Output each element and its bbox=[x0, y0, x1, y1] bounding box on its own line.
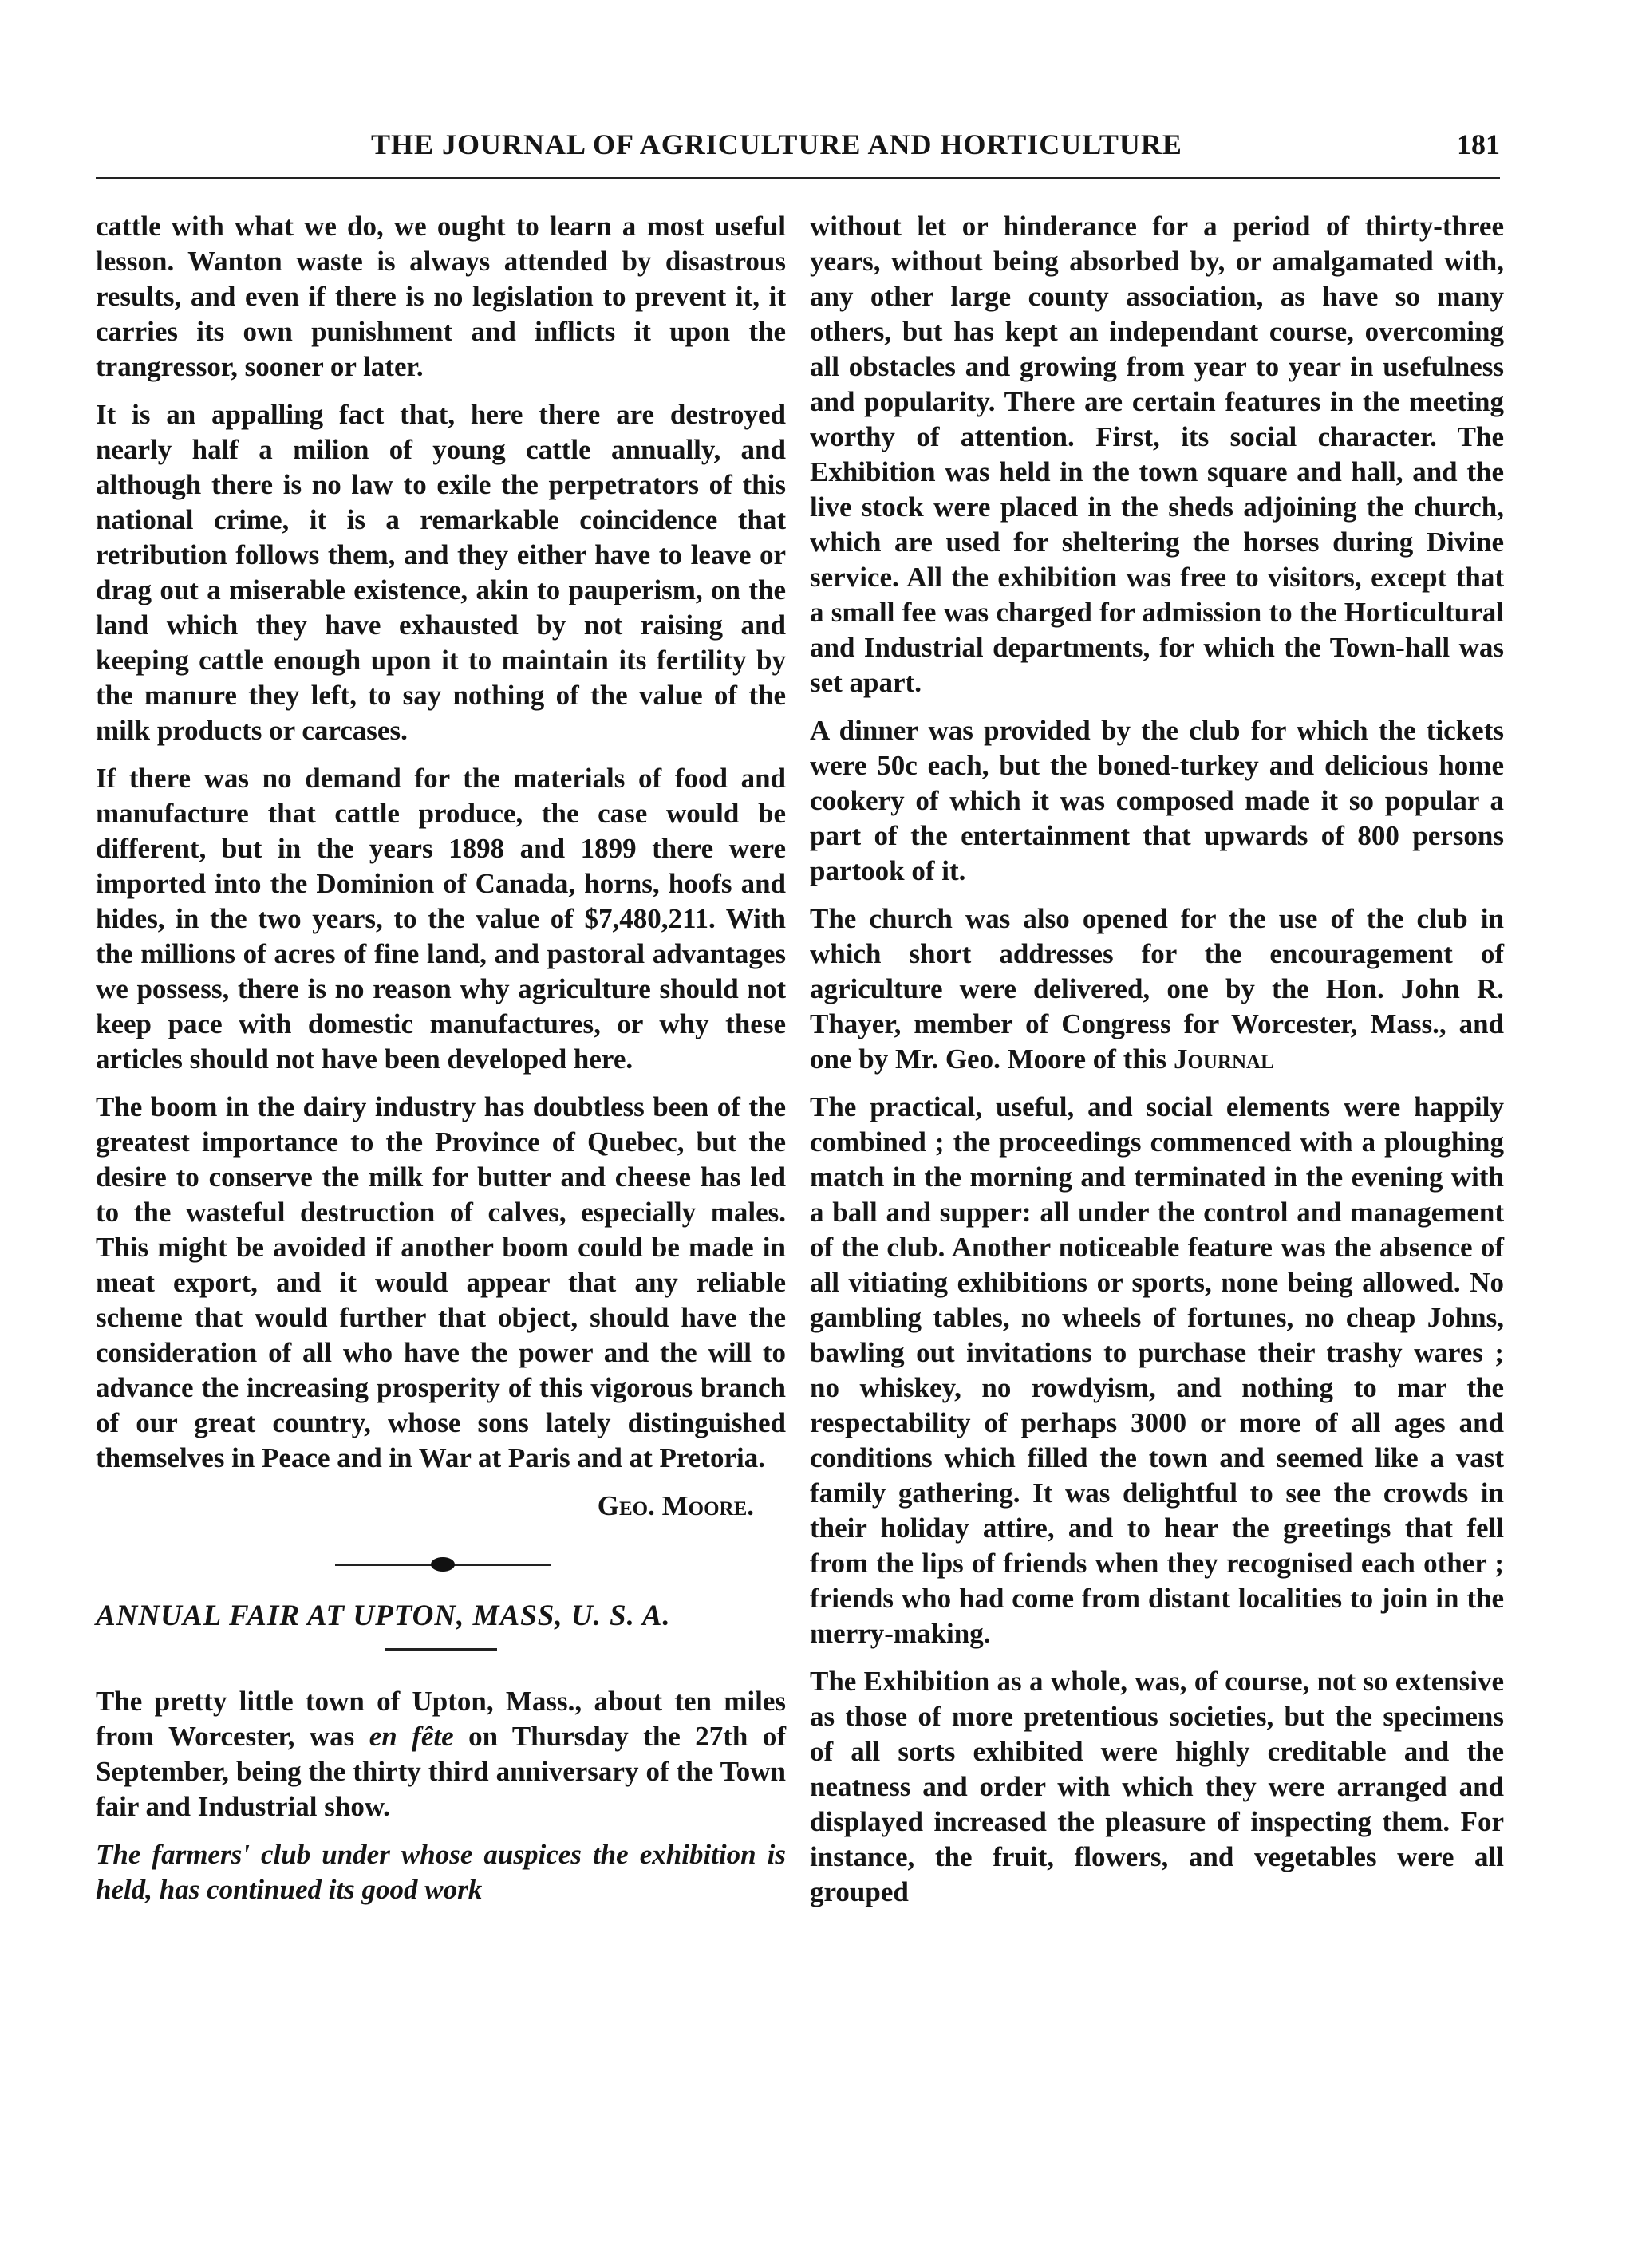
running-header bbox=[96, 128, 1500, 164]
section-divider bbox=[96, 1540, 786, 1588]
paragraph: The practical, useful, and social elements were happily combined ; the proceedings commenced with a ploughing match in the morning and terminated in the evening with a ball and supper: all under the control and management of the club. Another noticeable feature was the absence of all vitiating exhibitions or sports, none being allowed. No gambling tables, no wheels of fortunes, no cheap Johns, bawling out invitations to purchase their trashy wares ; no whiskey, no rowdyism, and nothing to mar the respectability of perhaps 3000 or more of all ages and conditions which filled the town and seemed like a vast family gathering. It was delightful to see the crowds in their holiday attire, and to hear the greetings that fell from the lips of friends when they recognised each other ; friends who had come from distant localities to join in the merry-making. bbox=[810, 1091, 1504, 1649]
paragraph: If there was no demand for the materials of food and manufacture that cattle produce, the case would be different, but in the years 1898 and 1899 there were imported into the Dominion of Canada, horns, hoofs and hides, in the two years, to the value of $7,480,211. With the millions of acres of fine land, and pastoral advantages we possess, there is no reason why agriculture should not keep pace with domestic manufactures, or why these articles should not have been developed here. bbox=[96, 763, 786, 1075]
left-column bbox=[96, 209, 786, 1920]
text-run: on Thursday the 27th of September, being the thirty third anniversary of the Town fair and Industrial show. bbox=[96, 1721, 786, 1822]
paragraph: The farmers' club under whose auspices the exhibition is held, has continued its good work bbox=[96, 1839, 786, 1905]
right-column bbox=[810, 209, 1504, 1923]
paragraph: The Exhibition as a whole, was, of course, not so extensive as those of more pretentious societies, but the specimens of all sorts exhibited were highly creditable and the neatness and order with which they were arranged and displayed increased the pleasure of inspecting them. For instance, the fruit, flowers, and vegetables were all grouped bbox=[810, 1666, 1504, 1907]
paragraph: cattle with what we do, we ought to learn a most useful lesson. Wanton waste is always attended by disastrous results, and even if there is no legislation to prevent it, it carries its own punishment and inflicts it upon the trangressor, sooner or later. bbox=[96, 211, 786, 382]
small-caps-word: Journal bbox=[1173, 1043, 1274, 1075]
page-number: 181 bbox=[1457, 128, 1500, 160]
text-run: The church was also opened for the use of the club in which short addresses for the encouragement of agriculture were delivered, one by the Hon. John R. Thayer, member of Congress for Worcester, Mass., and one by Mr. Geo. Moore of this bbox=[810, 903, 1504, 1075]
paragraph: without let or hinderance for a period of thirty-three years, without being absorbed by, or amalgamated with, any other large county association, as have so many others, but has kept an independant course, overcoming all obstacles and growing from year to year in usefulness and popularity. There are certain features in the meeting worthy of attention. First, its social character. The Exhibition was held in the town square and hall, and the live stock were placed in the sheds adjoining the church, which are used for sheltering the horses during Divine service. All the exhibition was free to visitors, except that a small fee was charged for admission to the Horticultural and Industrial departments, for which the Town-hall was set apart. bbox=[810, 211, 1504, 698]
paragraph bbox=[810, 901, 1504, 1077]
italic-phrase: en fête bbox=[369, 1721, 454, 1752]
article-heading: ANNUAL FAIR AT UPTON, MASS, U. S. A. bbox=[96, 1599, 671, 1632]
paragraph: A dinner was provided by the club for which the tickets were 50c each, but the boned-turkey and delicious home cookery of which it was composed made it so popular a part of the entertainment that upwards of 800 persons partook of it. bbox=[810, 715, 1504, 886]
paragraph: The boom in the dairy industry has doubtless been of the greatest importance to the Province of Quebec, but the desire to conserve the milk for butter and cheese has led to the wasteful destruction of calves, especially males. This might be avoided if another boom could be made in meat export, and it would appear that any reliable scheme that would further that object, should have the consideration of all who have the power and the will to advance the increasing prosperity of this vigorous branch of our great country, whose sons lately distinguished themselves in Peace and in War at Paris and at Pretoria. bbox=[96, 1091, 786, 1473]
divider-ornament-icon bbox=[431, 1557, 455, 1572]
heading-rule bbox=[385, 1648, 497, 1651]
header-rule bbox=[96, 177, 1500, 179]
text-run: The pretty little town of Upton, Mass., about ten miles from Worcester, was bbox=[96, 1686, 786, 1752]
journal-title: THE JOURNAL OF AGRICULTURE AND HORTICULTURE bbox=[371, 128, 1182, 160]
paragraph bbox=[96, 1684, 786, 1824]
author-signature: Geo. Moore. bbox=[597, 1490, 754, 1521]
paragraph: It is an appalling fact that, here there are destroyed nearly half a milion of young cattle annually, and although there is no law to exile the perpetrators of this national crime, it is a remarkable coincidence that retribution follows them, and they either have to leave or drag out a miserable existence, akin to pauperism, on the land which they have exhausted by not raising and keeping cattle enough upon it to maintain its fertility by the manure they left, to say nothing of the value of the milk products or carcases. bbox=[96, 399, 786, 746]
